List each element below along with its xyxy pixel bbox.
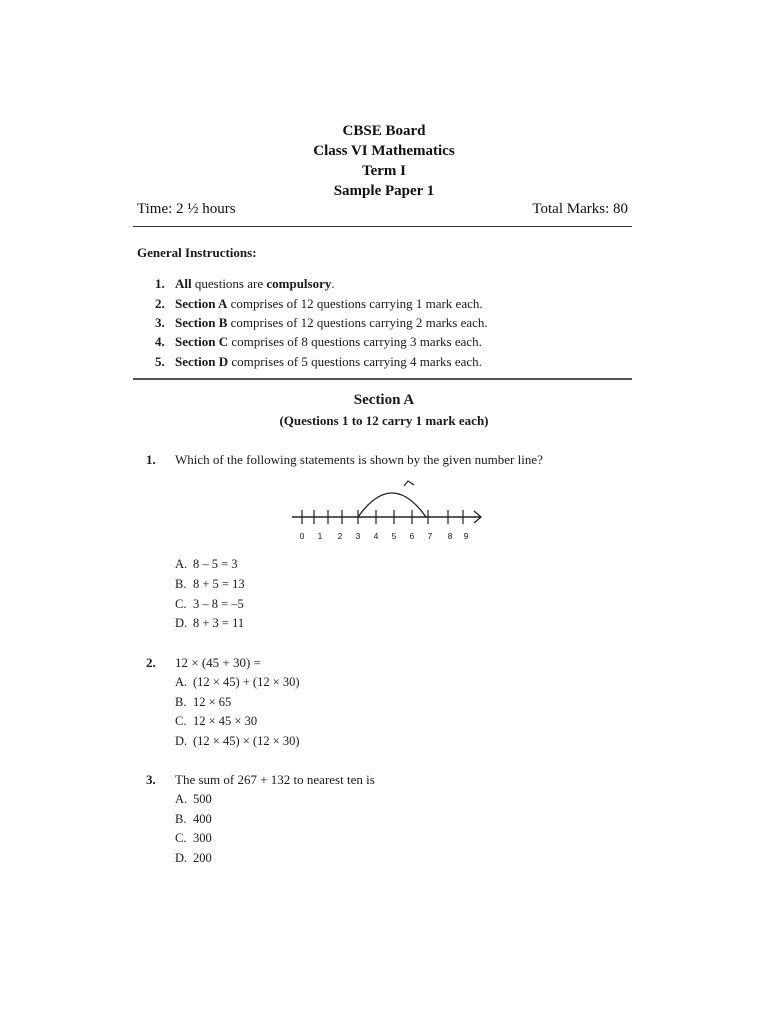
- instruction-item: [155, 334, 482, 350]
- option-text: 8 + 5 = 13: [193, 577, 245, 591]
- section-title: Section A: [353, 392, 415, 408]
- option-text: (12 × 45) + (12 × 30): [193, 675, 300, 689]
- option-text: 8 + 3 = 11: [193, 616, 245, 630]
- option-c: [175, 714, 257, 729]
- total-marks: Total Marks: 80: [532, 201, 628, 217]
- option-letter: A.: [175, 557, 188, 571]
- instruction-item: [155, 276, 335, 292]
- option-letter: B.: [175, 812, 187, 826]
- question-number: 3.: [146, 772, 156, 787]
- tick-label: 4: [373, 531, 379, 541]
- tick-label: 1: [317, 531, 323, 541]
- tick-label: 5: [391, 531, 397, 541]
- question-number: 2.: [146, 655, 156, 670]
- instruction-number: 5.: [155, 354, 165, 369]
- option-text: 500: [193, 792, 212, 806]
- option-letter: B.: [175, 577, 187, 591]
- option-text: (12 × 45) × (12 × 30): [193, 734, 300, 748]
- tick-label: 6: [409, 531, 415, 541]
- option-letter: D.: [175, 734, 188, 748]
- option-letter: A.: [175, 792, 188, 806]
- instructions-divider: [133, 378, 632, 380]
- header-divider: [133, 226, 632, 227]
- question-number: 1.: [146, 452, 156, 467]
- tick-label: 2: [337, 531, 343, 541]
- instruction-bold-2: compulsory: [266, 276, 332, 291]
- question-text: 12 × (45 + 30) =: [175, 655, 261, 670]
- option-b: [175, 695, 231, 710]
- tick-label: 3: [355, 531, 361, 541]
- tick-label: 8: [447, 531, 453, 541]
- option-d: [175, 851, 212, 866]
- instruction-bold: All: [175, 276, 192, 291]
- instruction-number: 2.: [155, 296, 165, 311]
- instruction-item: [155, 315, 488, 331]
- option-a: [175, 557, 238, 572]
- option-text: 200: [193, 851, 212, 865]
- tick-label: 9: [463, 531, 469, 541]
- instruction-number: 4.: [155, 334, 165, 349]
- option-a: [175, 792, 212, 807]
- option-a: [175, 675, 300, 690]
- option-text: 400: [193, 812, 212, 826]
- option-text: 3 – 8 = –5: [193, 597, 244, 611]
- tick-label: 0: [299, 531, 305, 541]
- instruction-number: 1.: [155, 276, 165, 291]
- instruction-item: [155, 354, 482, 370]
- instruction-text: comprises of 5 questions carrying 4 marks each.: [228, 354, 482, 369]
- option-text: 12 × 45 × 30: [193, 714, 258, 728]
- option-c: [175, 597, 244, 612]
- term-title: Term I: [361, 163, 407, 179]
- instructions-heading: General Instructions:: [137, 245, 257, 260]
- paper-title: Sample Paper 1: [333, 183, 435, 199]
- option-letter: D.: [175, 616, 188, 630]
- class-subject-title: Class VI Mathematics: [313, 143, 455, 159]
- option-b: [175, 812, 212, 827]
- option-letter: D.: [175, 851, 188, 865]
- number-line-figure: [288, 473, 488, 545]
- instruction-number: 3.: [155, 315, 165, 330]
- instruction-text: comprises of 12 questions carrying 1 mark each.: [227, 296, 483, 311]
- instruction-bold: Section A: [175, 296, 228, 311]
- option-b: [175, 577, 245, 592]
- question-text: Which of the following statements is shown by the given number line?: [175, 452, 543, 467]
- option-text: 12 × 65: [193, 695, 232, 709]
- instruction-item: [155, 296, 483, 312]
- instruction-bold: Section C: [175, 334, 229, 349]
- instruction-bold: Section D: [175, 354, 229, 369]
- option-letter: A.: [175, 675, 188, 689]
- option-letter: C.: [175, 714, 187, 728]
- option-d: [175, 734, 300, 749]
- section-subtitle: (Questions 1 to 12 carry 1 mark each): [279, 413, 489, 428]
- instruction-text: comprises of 8 questions carrying 3 marks each.: [228, 334, 482, 349]
- option-d: [175, 616, 244, 631]
- tick-label: 7: [427, 531, 433, 541]
- instruction-bold: Section B: [175, 315, 228, 330]
- option-text: 300: [193, 831, 212, 845]
- option-letter: C.: [175, 597, 187, 611]
- instruction-tail: .: [331, 276, 335, 291]
- instruction-text: questions are: [191, 276, 267, 291]
- number-line-jump-arc: [358, 493, 426, 517]
- option-letter: B.: [175, 695, 187, 709]
- board-title: CBSE Board: [342, 123, 426, 139]
- instruction-text: comprises of 12 questions carrying 2 marks each.: [227, 315, 488, 330]
- jump-arrowhead: [404, 481, 414, 486]
- question-text: The sum of 267 + 132 to nearest ten is: [175, 772, 375, 787]
- time-allowed: Time: 2 ½ hours: [137, 201, 236, 217]
- option-letter: C.: [175, 831, 187, 845]
- option-text: 8 – 5 = 3: [193, 557, 238, 571]
- option-c: [175, 831, 212, 846]
